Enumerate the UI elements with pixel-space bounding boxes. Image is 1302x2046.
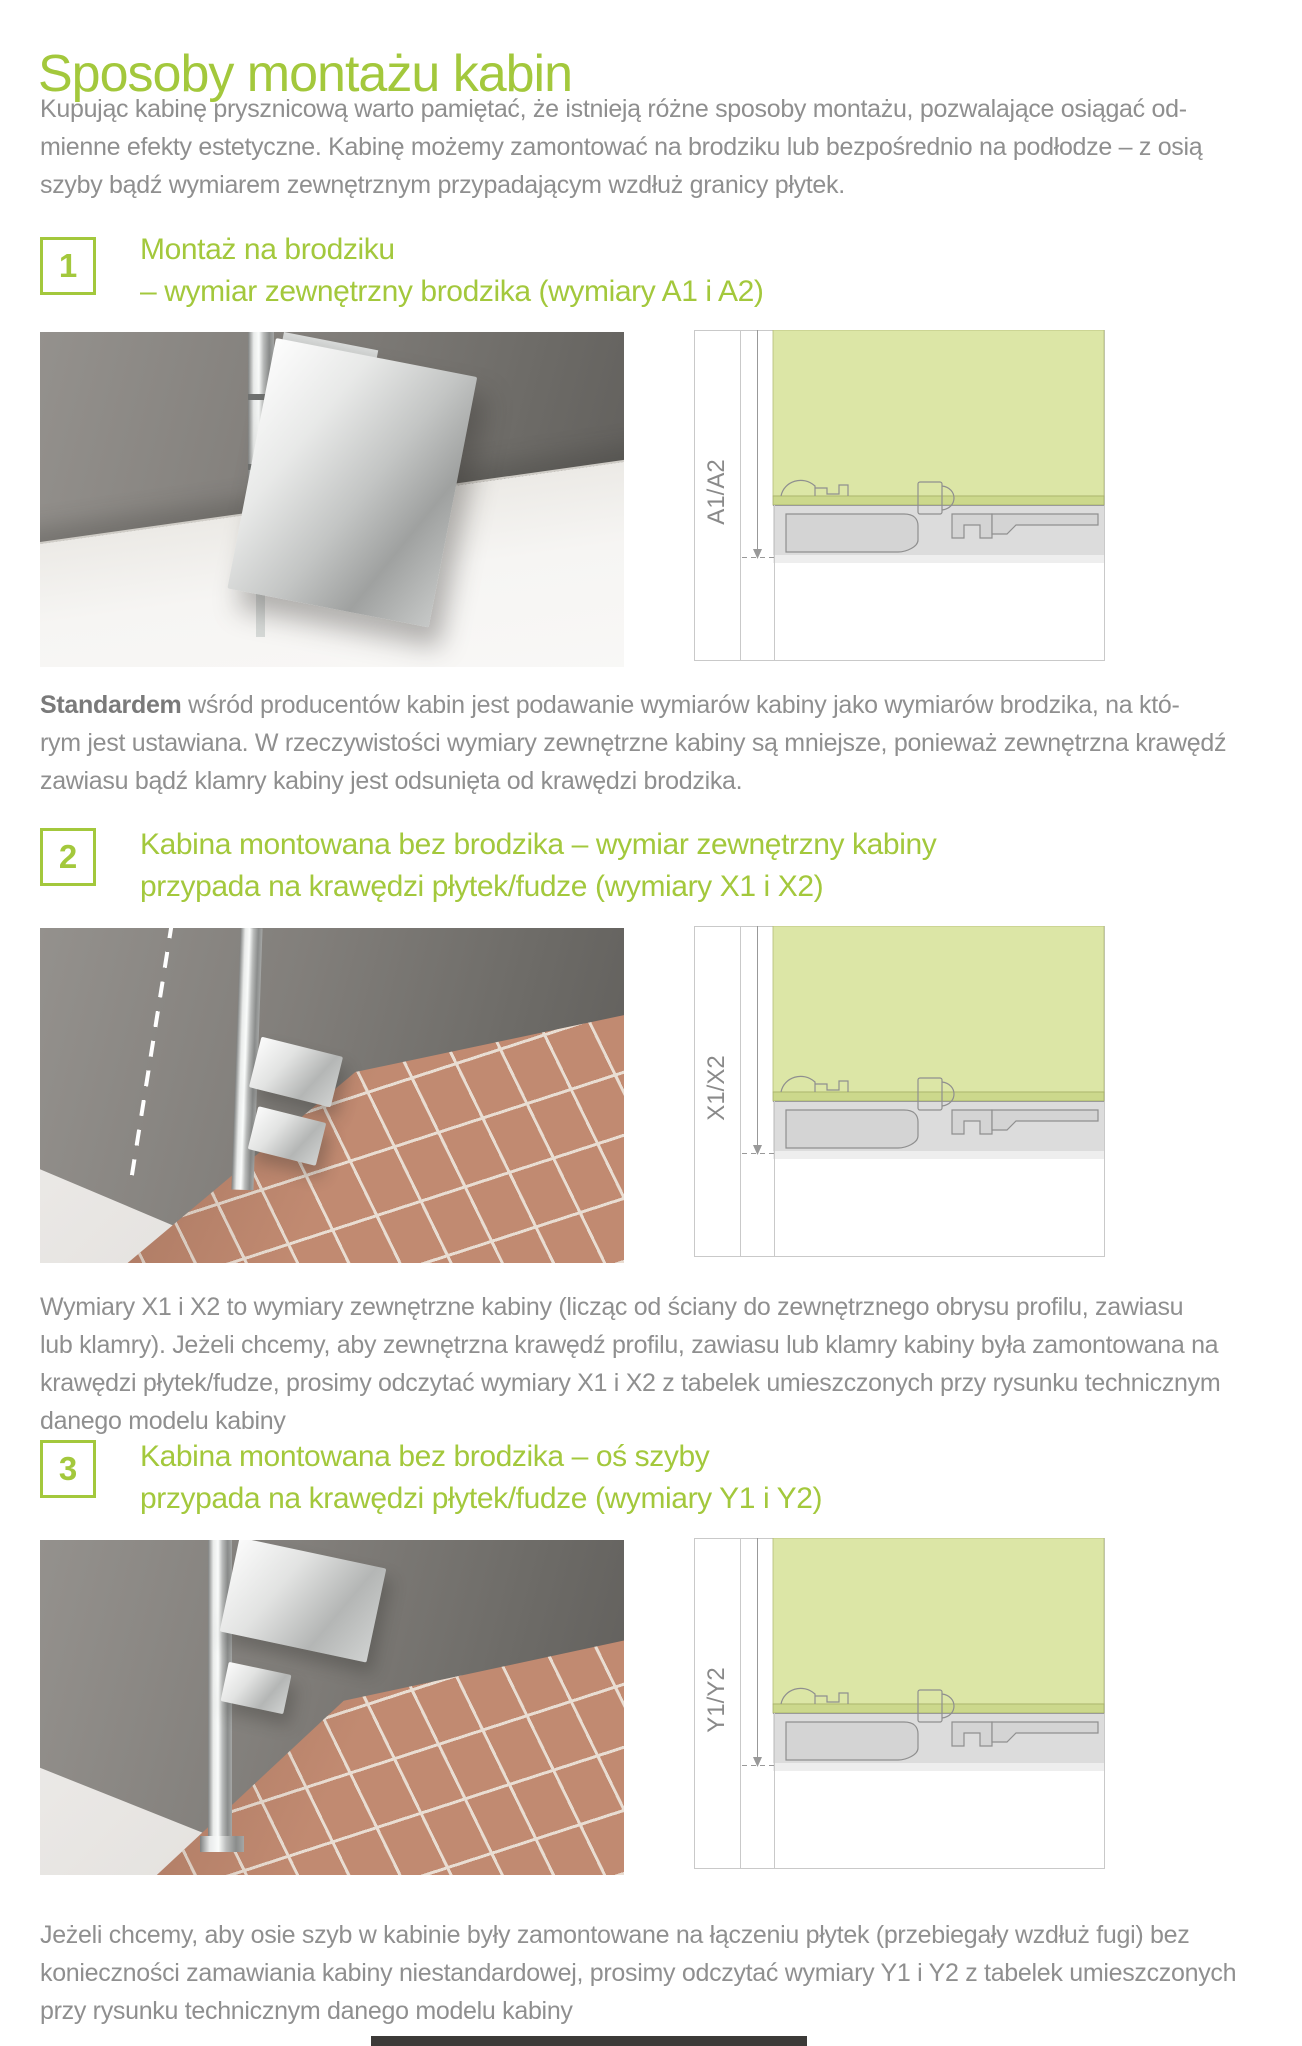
- page-title: Sposoby montażu kabin: [38, 44, 573, 103]
- section-1-heading: [140, 229, 763, 313]
- note-line: danego modelu kabiny: [40, 1407, 286, 1435]
- note-line: lub klamry). Jeżeli chcemy, aby zewnętrzna krawędź profilu, zawiasu lub klamry kabiny była zamontowana na: [40, 1331, 1219, 1359]
- note-line: konieczności zamawiania kabiny niestandardowej, prosimy odczytać wymiary Y1 i Y2 z tabelek umieszczonych: [40, 1959, 1237, 1987]
- intro-line: Kupując kabinę prysznicową warto pamiętać, że istnieją różne sposoby montażu, pozwalające osiągać od-: [40, 95, 1187, 123]
- photo-cabin-on-tiles-outer-edge: [40, 928, 624, 1263]
- next-page-image-sliver: [371, 2036, 807, 2046]
- note-line: przy rysunku technicznym danego modelu kabiny: [40, 1997, 573, 2025]
- note-line: zawiasu bądź klamry kabiny jest odsunięta od krawędzi brodzika.: [40, 767, 743, 795]
- note-lead-word: Standardem: [40, 691, 182, 719]
- section-heading-line: Montaż na brodziku: [140, 233, 395, 266]
- intro-line: mienne efekty estetyczne. Kabinę możemy zamontować na brodziku lub bezpośrednio na podłodze – z osią: [40, 133, 1203, 161]
- note-line: Jeżeli chcemy, aby osie szyb w kabinie były zamontowane na łączeniu płytek (przebiegały wzdłuż fugi) bez: [40, 1921, 1190, 1949]
- diagram-dimension-a1-a2: [694, 330, 1105, 661]
- intro-line: szyby bądź wymiarem zewnętrznym przypadającym wzdłuż granicy płytek.: [40, 171, 845, 199]
- section-heading-line: Kabina montowana bez brodzika – oś szyby: [140, 1440, 710, 1473]
- section-heading-line: przypada na krawędzi płytek/fudze (wymiary Y1 i Y2): [140, 1482, 823, 1515]
- section-heading-line: – wymiar zewnętrzny brodzika (wymiary A1 i A2): [140, 275, 764, 308]
- photo-cabin-on-tiles-glass-axis: [40, 1540, 624, 1875]
- dimension-label: A1/A2: [703, 459, 730, 525]
- section-number: 2: [58, 838, 78, 875]
- glass-panel: [773, 1538, 1104, 1704]
- note-tray-dimensions: [40, 686, 1226, 800]
- note-y-dimensions: [40, 1916, 1236, 2030]
- note-line: rym jest ustawiana. W rzeczywistości wymiary zewnętrzne kabiny są mniejsze, ponieważ zewnętrzna krawędź: [40, 729, 1227, 757]
- glass-panel: [773, 330, 1104, 496]
- section-number: 3: [58, 1450, 78, 1487]
- section-heading-line: przypada na krawędzi płytek/fudze (wymiary X1 i X2): [140, 870, 824, 903]
- section-2-number-box: [40, 828, 96, 886]
- section-1-number-box: [40, 237, 96, 295]
- glass-panel: [773, 926, 1104, 1092]
- diagram-dimension-x1-x2: [694, 926, 1105, 1257]
- floor-bracket: [200, 1836, 244, 1852]
- intro-paragraph: [40, 90, 1202, 204]
- section-3-number-box: [40, 1440, 96, 1498]
- diagram-dimension-y1-y2: [694, 1538, 1105, 1869]
- dimension-label: X1/X2: [703, 1055, 730, 1121]
- note-line: Standardem wśród producentów kabin jest podawanie wymiarów kabiny jako wymiarów brodzika, na któ-: [40, 691, 1180, 719]
- note-line: Wymiary X1 i X2 to wymiary zewnętrzne kabiny (licząc od ściany do zewnętrznego obrysu profilu, zawiasu: [40, 1293, 1184, 1321]
- note-x-dimensions: [40, 1288, 1220, 1440]
- section-2-heading: [140, 824, 936, 908]
- section-heading-line: Kabina montowana bez brodzika – wymiar zewnętrzny kabiny: [140, 828, 937, 861]
- photo-cabin-on-shower-tray: [40, 332, 624, 667]
- note-line: krawędzi płytek/fudze, prosimy odczytać wymiary X1 i X2 z tabelek umieszczonych przy rysunku technicznym: [40, 1369, 1221, 1397]
- section-number: 1: [58, 247, 78, 284]
- section-3-heading: [140, 1436, 822, 1520]
- dimension-label: Y1/Y2: [703, 1667, 730, 1733]
